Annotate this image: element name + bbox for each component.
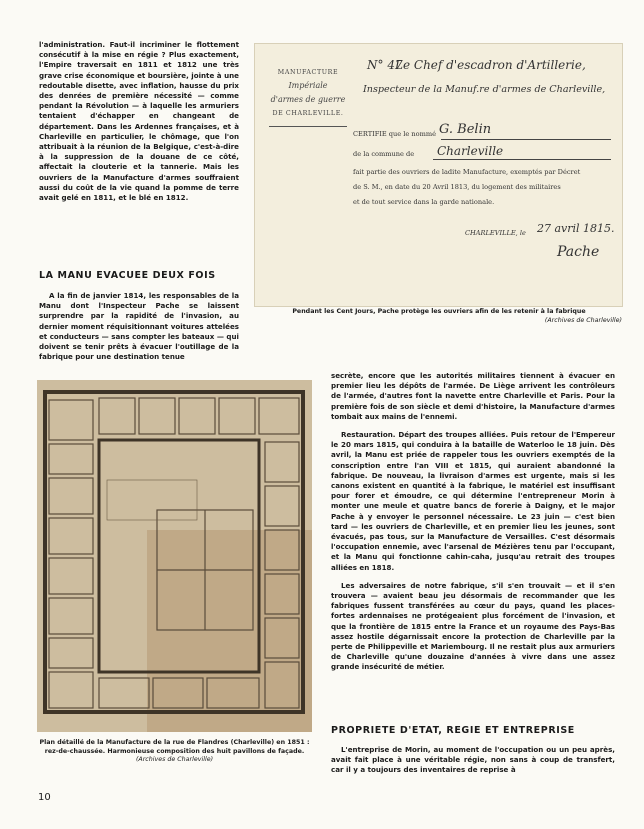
certificate-caption	[256, 308, 622, 325]
certificate-body-3: et de tout service dans la garde nationale.	[353, 198, 495, 206]
section-heading-propriete: PROPRIETE D'ETAT, REGIE ET ENTREPRISE	[331, 725, 575, 736]
section-heading-evacuation: LA MANU EVACUEE DEUX FOIS	[39, 270, 216, 281]
left-column-text	[39, 40, 239, 211]
certificate-signature: Pache	[557, 244, 600, 260]
floor-plan-caption-text: Plan détaillé de la Manufacture de la rue de Flandres (Charleville) en 1851 : rez-de-chaussée. Harmonieuse composition des huit pavillons de façade.	[39, 739, 310, 755]
certificate-certifie: CERTIFIE que le nommé	[353, 130, 436, 138]
certificate-number: N° 47	[367, 58, 403, 72]
left-paragraph-2: A la fin de janvier 1814, les responsables de la Manu dont l'Inspecteur Pache se laissent surprendre par la rapidité de l'invasion, au dernier moment réquisitionnant voitures attelées et conducteurs — sans compter les bateaux — qui doivent se tenir prêts à évacuer l'outillage de la fabrique pour une destination tenue	[39, 291, 239, 362]
right-paragraph-1: secrète, encore que les autorités militaires tiennent à évacuer en premier lieu les dépôts de l'armée. De Liège arrivent les contrôleurs de l'armée, d'autres font la navette entre Charleville et Paris. Pour la première fois de son siècle et demi d'histoire, la Manufacture d'armes tombait aux mains de l'ennemi.	[331, 371, 615, 421]
certificate-body-1: fait partie des ouvriers de ladite Manufacture, exemptés par Décret	[353, 168, 581, 176]
left-paragraph-1: l'administration. Faut-il incriminer le flottement consécutif à la mise en régie ? Plus exactement, l'Empire traversait en 1811 et 1812 une très grave crise économique et boursière, jointe à une redoutable disette, avec inflation, hausse du prix des denrées de première nécessité — comme pendant la Révolution — à laquelle les armuriers tentaient d'échapper en changeant de département. Dans les Ardennes françaises, et à Charleville en particulier, le chômage, que l'on attribuait à la réunion de la Belgique, c'est-à-dire à la suppression de la douane de ce côté, affectait la clouterie et la tannerie. Mais les ouvriers de la Manufacture d'armes souffraient aussi du coût de la vie quand la pomme de terre avait gelé en 1811, et le blé en 1812.	[39, 40, 239, 203]
certificate-inspector-line: Inspecteur de la Manuf.re d'armes de Charleville,	[363, 84, 606, 95]
certificate-commune: de la commune de	[353, 150, 415, 158]
right-column-text	[331, 371, 615, 681]
certificate-image	[254, 43, 623, 307]
right-paragraph-2: Restauration. Départ des troupes alliées. Puis retour de l'Empereur le 20 mars 1815, qui conduira à la bataille de Waterloo le 18 juin. Dès avril, la Manu est priée de rappeler tous les ouvriers exemptés de la conscription entre l'an VIII et 1815, qui auraient abandonné la fabrique. De nouveau, la livraison d'armes est urgente, mais si les canons existent en quantité à la fabrique, le matériel est insuffisant pour forer et émoudre, ce qui détermine l'entrepreneur Morin à monter une meule et quatre bancs de forerie à Daigny, et le major Pache à y envoyer le personnel nécessaire. Le 23 juin — c'est bien tard — les ouvriers de Charleville, et en premier lieu les jeunes, sont évacués, pas tous, sur la Manufacture de Versailles. C'est désormais l'occupation ennemie, avec l'arsenal de Mézières tenu par l'occupant, et la Manu qui fonctionne cahin-caha, jusqu'au retrait des troupes alliées en 1818.	[331, 430, 615, 572]
right-paragraph-3: Les adversaires de notre fabrique, s'il s'en trouvait — et il s'en trouvera — avaient beau jeu désormais de recommander que les fabriques fussent transférées au cœur du pays, quand les places-fortes ardennaises ne protégeaient plus forcément de l'invasion, et que la frontière de 1815 entre la France et un royaume des Pays-Bas assez hostile dégarnissait encore la protection de Charleville par la perte de Philippeville et Mariembourg. Il ne restait plus aux armuriers de Charleville qu'une douzaine d'années à vivre dans une assez grande insécurité de métier.	[331, 580, 615, 672]
certificate-caption-text: Pendant les Cent Jours, Pache protège les ouvriers afin de les retenir à la fabrique	[292, 308, 586, 315]
left-column-text-2	[39, 291, 239, 370]
page-number: 10	[38, 792, 51, 803]
floor-plan-image	[37, 380, 312, 732]
floor-plan-drawing	[37, 380, 312, 732]
right-paragraph-4: L'entreprise de Morin, au moment de l'occupation ou un peu après, avait fait place à une véritable régie, non sans à coup de transfert, car il y a toujours des inventaires de reprise à	[331, 745, 615, 775]
floor-plan-caption	[37, 739, 312, 765]
right-column-text-2	[331, 745, 615, 784]
manufacture-stamp: MANUFACTURE Impériale d'armes de guerre DE CHARLEVILLE.	[263, 66, 353, 133]
certificate-commune-handwritten: Charleville	[437, 144, 504, 158]
floor-plan-caption-source: (Archives de Charleville)	[135, 756, 214, 764]
certificate-name-handwritten: G. Belin	[439, 122, 492, 137]
certificate-place-date: CHARLEVILLE, le	[465, 229, 526, 237]
commune-underline	[433, 159, 611, 160]
certificate-officer-line: Le Chef d'escadron d'Artillerie,	[395, 58, 586, 72]
certificate-body-2: de S. M., en date du 20 Avril 1813, du logement des militaires	[353, 183, 561, 191]
name-underline	[441, 139, 611, 140]
certificate-caption-source: (Archives de Charleville)	[544, 316, 622, 324]
certificate-date-handwritten: 27 avril 1815.	[537, 222, 615, 235]
